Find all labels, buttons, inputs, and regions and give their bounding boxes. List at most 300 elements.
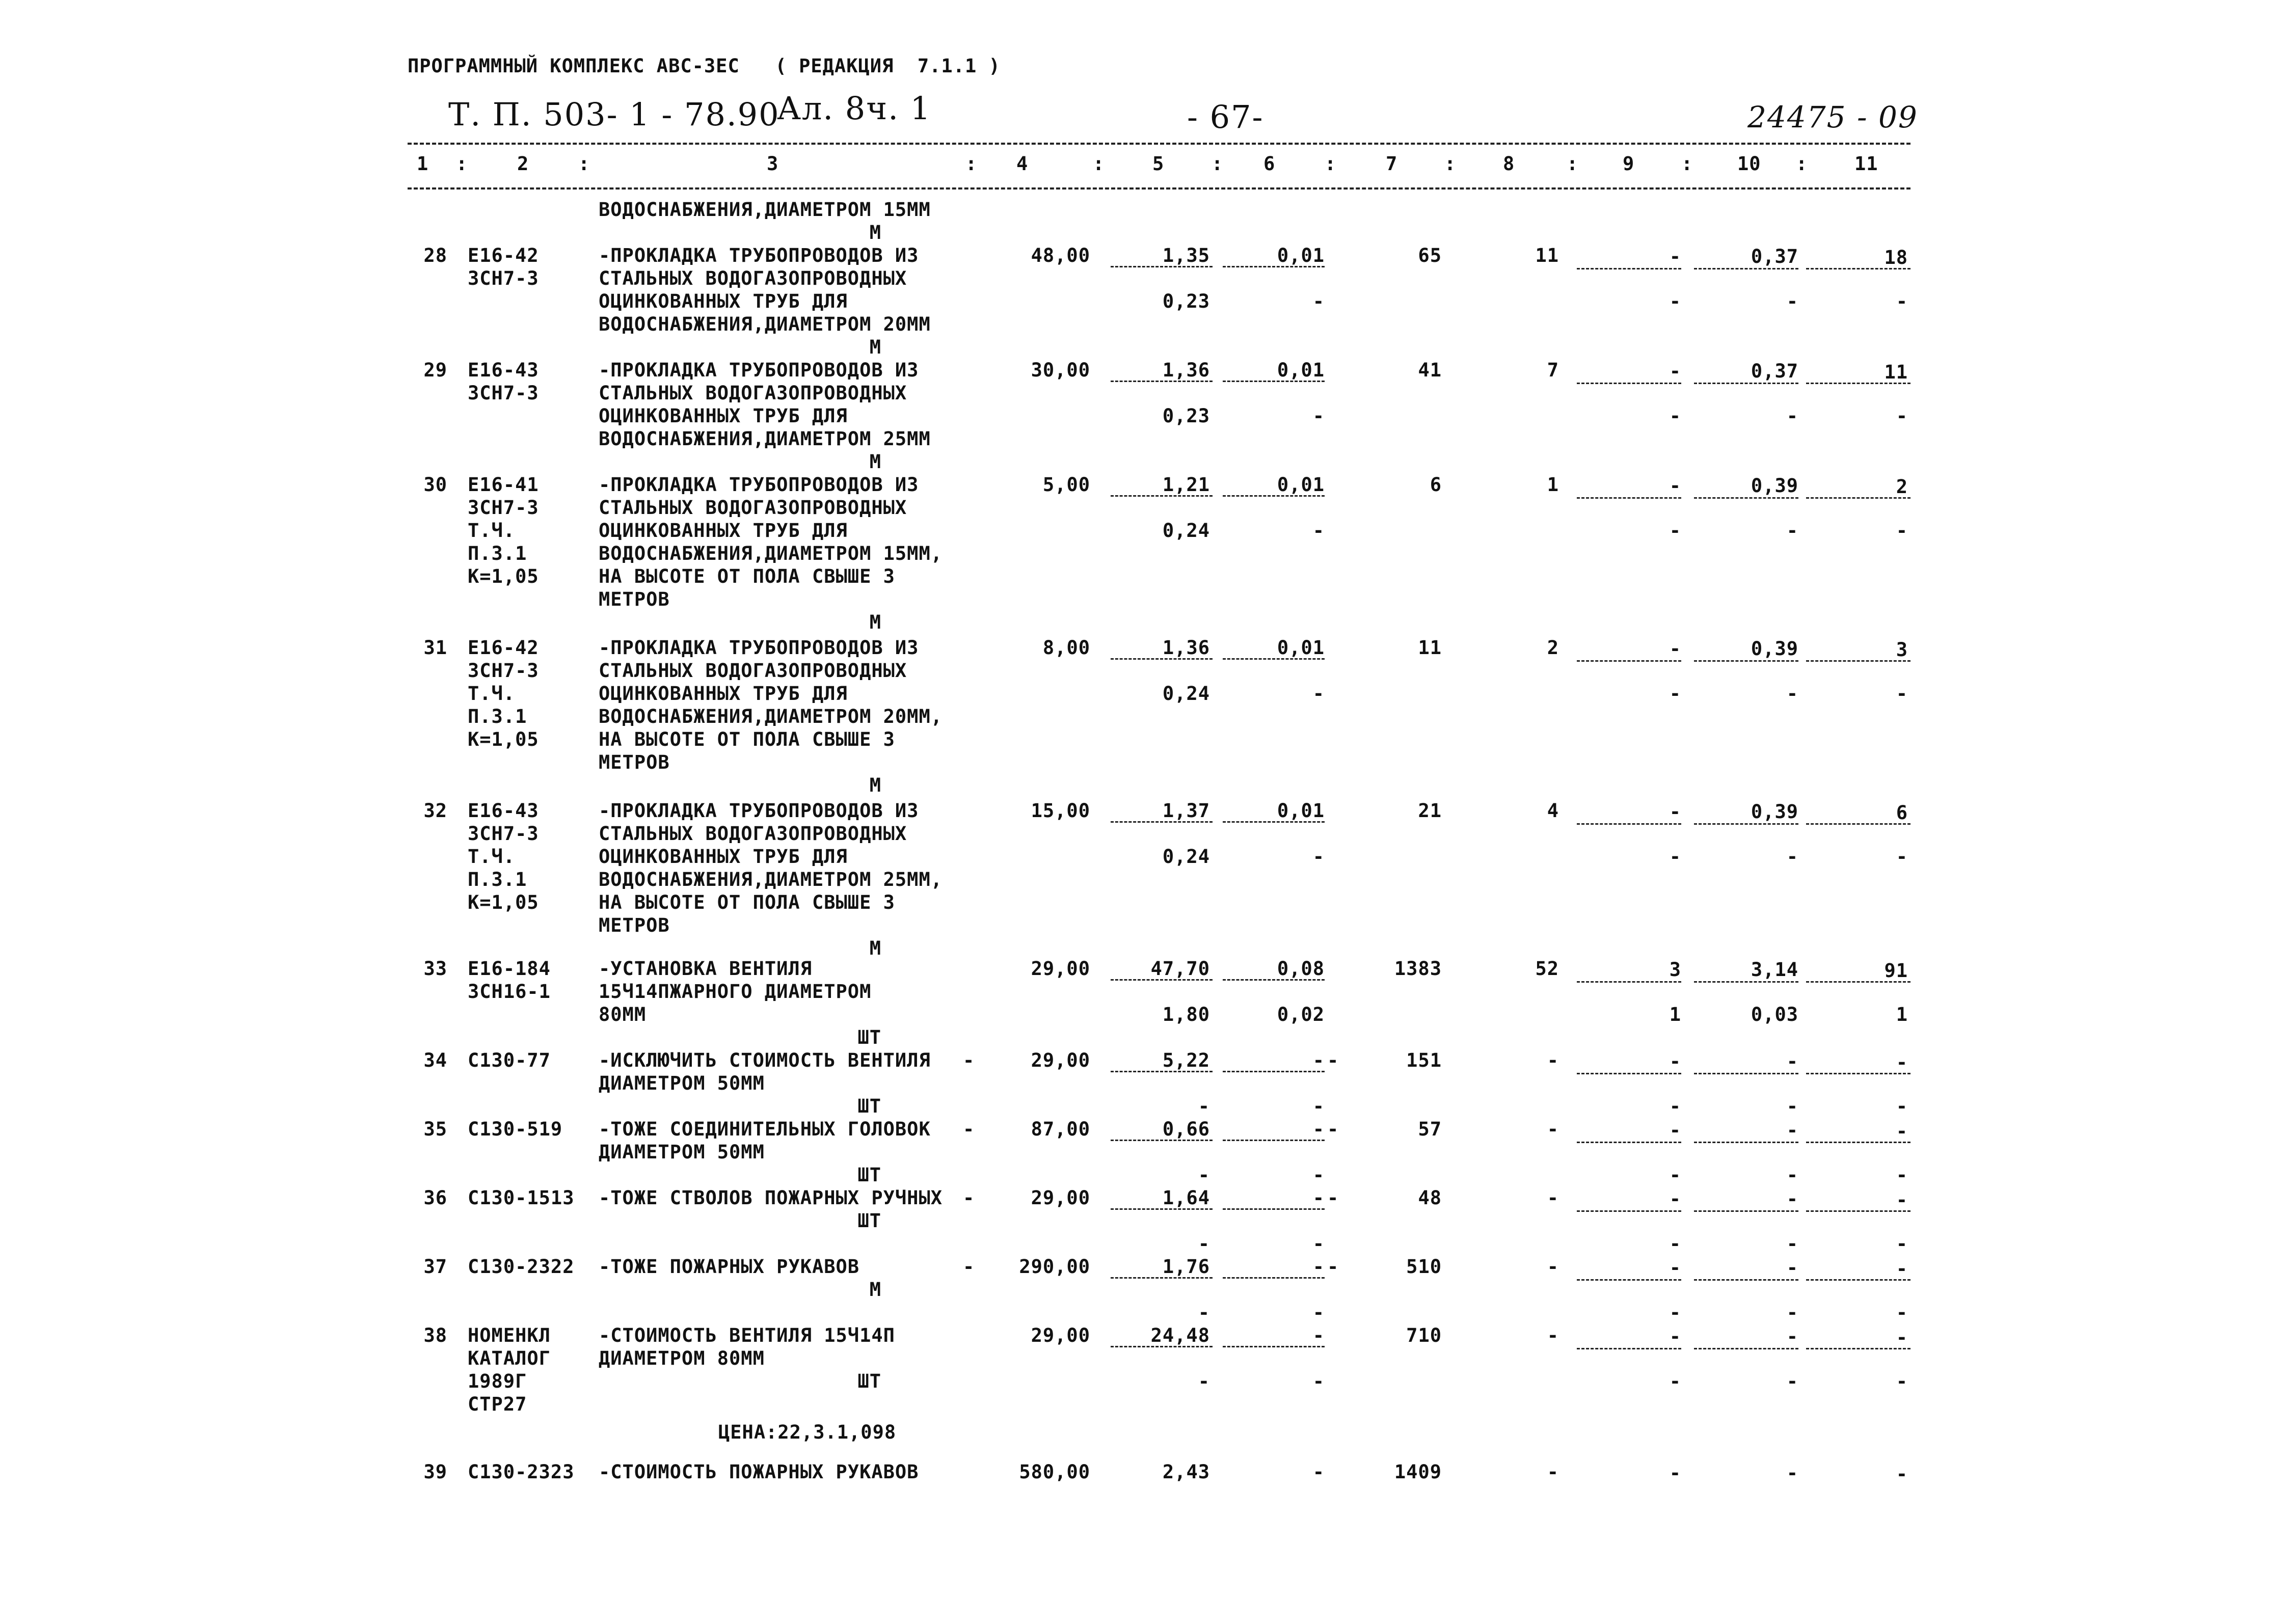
cell-col11: - [1896, 1120, 1908, 1142]
cell-col11: 2 [1896, 476, 1908, 498]
cell-col11: 11 [1884, 361, 1908, 383]
work-description: ВОДОСНАБЖЕНИЯ,ДИАМЕТРОМ 15ММ, [599, 543, 943, 564]
dash-separator [1806, 1348, 1911, 1349]
row-number: 29 [423, 359, 447, 381]
work-description: ВОДОСНАБЖЕНИЯ,ДИАМЕТРОМ 20ММ [599, 313, 931, 335]
rate-code: К=1,05 [468, 565, 539, 587]
dash-separator [1111, 381, 1213, 382]
cell-col7: 710 [1406, 1324, 1442, 1346]
work-description: МЕТРОВ [599, 914, 670, 936]
cell-col8: 4 [1547, 800, 1559, 822]
cell-col11: - [1896, 1258, 1908, 1280]
cell-col5: 1,21 [1162, 474, 1210, 496]
quantity-cell: 8,00 [1042, 637, 1090, 659]
work-description: 15Ч14ПЖАРНОГО ДИАМЕТРОМ [599, 981, 872, 1003]
cell-col6-sub: - [1312, 1164, 1325, 1186]
work-description: ВОДОСНАБЖЕНИЯ,ДИАМЕТРОМ 25ММ, [599, 869, 943, 890]
row-number: 28 [423, 245, 447, 266]
rate-code: К=1,05 [468, 891, 539, 913]
dash-separator [1223, 979, 1325, 981]
dash-separator [1111, 1277, 1213, 1279]
cell-col10-sub: - [1786, 1233, 1798, 1255]
rate-code: С130-2323 [468, 1461, 575, 1483]
cell-col11-sub: - [1896, 1164, 1908, 1186]
column-header-9: 9 [1623, 153, 1635, 175]
cell-col11-sub: - [1896, 683, 1908, 705]
dash-separator [1223, 1277, 1325, 1279]
cell-col10: - [1786, 1050, 1798, 1072]
unit-label: М [869, 1279, 881, 1301]
quantity-cell: 15,00 [1031, 800, 1090, 822]
quantity-cell: 290,00 [1019, 1256, 1090, 1278]
cell-col5-sub: 0,23 [1162, 290, 1210, 312]
rate-code: П.3.1 [468, 706, 527, 727]
dash-separator [1577, 823, 1681, 825]
cell-col10: 0,37 [1751, 360, 1798, 382]
cell-col11-sub: - [1896, 290, 1908, 312]
dash-separator [1806, 1142, 1911, 1143]
cell-col5: 0,66 [1162, 1118, 1210, 1140]
rate-code: 1989Г [468, 1370, 527, 1392]
dash-separator [1577, 1142, 1681, 1143]
cell-col8: - [1547, 1187, 1559, 1209]
dash-separator [1577, 497, 1681, 499]
work-description: МЕТРОВ [599, 588, 670, 610]
minus-sign: - [963, 1049, 975, 1071]
dash-separator [1806, 1210, 1911, 1212]
dash-separator [1806, 981, 1911, 983]
unit-label: ШТ [857, 1164, 881, 1186]
row-number: 30 [423, 474, 447, 496]
column-header-6: 6 [1263, 153, 1276, 175]
cell-col10-sub: - [1786, 1370, 1798, 1392]
dash-separator [1806, 497, 1911, 499]
row-number: 31 [423, 637, 447, 659]
dash-separator [1806, 1279, 1911, 1281]
quantity-cell: 29,00 [1031, 958, 1090, 980]
row-number: 34 [423, 1049, 447, 1071]
dash-separator [1694, 268, 1798, 269]
cell-col6-sub: - [1312, 405, 1325, 427]
cell-col6-sub: - [1312, 520, 1325, 542]
cell-col11-sub: - [1896, 1370, 1908, 1392]
cell-col8: 52 [1535, 958, 1559, 980]
dash-separator [1223, 381, 1325, 382]
column-header-1: 1 [417, 153, 429, 175]
quantity-cell: 29,00 [1031, 1049, 1090, 1071]
work-description: СТАЛЬНЫХ ВОДОГАЗОПРОВОДНЫХ [599, 382, 907, 404]
cell-col9-sub: 1 [1669, 1004, 1681, 1025]
cell-col5-sub: 1,80 [1162, 1004, 1210, 1025]
dash-separator [1694, 1210, 1798, 1212]
rate-code: ЗСН7-3 [468, 497, 539, 519]
dash-separator [1577, 1210, 1681, 1212]
album-label: Ал. 8ч. 1 [777, 90, 932, 127]
cell-col7: 510 [1406, 1256, 1442, 1278]
unit-label: М [869, 937, 881, 959]
column-separator: : [578, 153, 590, 175]
cell-col11: 91 [1884, 960, 1908, 982]
cell-col5: 47,70 [1150, 958, 1210, 980]
cell-col11-sub: - [1896, 846, 1908, 868]
cell-col11: 6 [1896, 802, 1908, 824]
unit-label: ШТ [857, 1370, 881, 1392]
cell-col6: - [1312, 1049, 1325, 1071]
column-header-8: 8 [1503, 153, 1515, 175]
cell-col8: - [1547, 1324, 1559, 1346]
dash-separator [1223, 1346, 1325, 1347]
dash-separator [1111, 1346, 1213, 1347]
work-description: ОЦИНКОВАННЫХ ТРУБ ДЛЯ [599, 405, 848, 427]
cell-col11: 18 [1884, 247, 1908, 268]
cell-col10: 3,14 [1751, 959, 1798, 981]
cell-col6-extra: - [1327, 1118, 1339, 1140]
cell-col10-sub: - [1786, 1302, 1798, 1323]
dash-separator [1111, 1140, 1213, 1141]
dash-separator [1577, 268, 1681, 269]
cell-col11: 3 [1896, 639, 1908, 661]
cell-col9-sub: - [1669, 405, 1681, 427]
rate-code: Е16-41 [468, 474, 539, 496]
work-description: -СТОИМОСТЬ ПОЖАРНЫХ РУКАВОВ [599, 1461, 919, 1483]
rate-code: Е16-43 [468, 359, 539, 381]
header-rule-top [408, 143, 1911, 145]
cell-col10-sub: - [1786, 846, 1798, 868]
cell-col9: - [1669, 1050, 1681, 1072]
dash-separator [1223, 1071, 1325, 1072]
cell-col6: 0,01 [1277, 474, 1325, 496]
cell-col11: - [1896, 1327, 1908, 1348]
cell-col5-sub: - [1198, 1302, 1210, 1323]
cell-col9: - [1669, 801, 1681, 823]
dash-separator [1806, 1073, 1911, 1074]
cell-col10-sub: 0,03 [1751, 1004, 1798, 1025]
cell-col5-sub: 0,24 [1162, 846, 1210, 868]
row-number: 38 [423, 1324, 447, 1346]
cell-col9: - [1669, 1462, 1681, 1484]
cell-col5-sub: - [1198, 1164, 1210, 1186]
row-number: 35 [423, 1118, 447, 1140]
cell-col11: - [1896, 1463, 1908, 1485]
cell-col6-sub: - [1312, 1370, 1325, 1392]
cell-col6-sub: 0,02 [1277, 1004, 1325, 1025]
cell-col7: 21 [1418, 800, 1442, 822]
cell-col6-extra: - [1327, 1049, 1339, 1071]
row-number: 33 [423, 958, 447, 980]
column-header-5: 5 [1152, 153, 1165, 175]
work-description: -ПРОКЛАДКА ТРУБОПРОВОДОВ ИЗ [599, 637, 919, 659]
cell-col9: - [1669, 246, 1681, 267]
cell-col5: 2,43 [1162, 1461, 1210, 1483]
work-description: ДИАМЕТРОМ 80ММ [599, 1347, 765, 1369]
cell-col9: - [1669, 475, 1681, 497]
rate-code: ЗСН7-3 [468, 823, 539, 845]
row-number: 32 [423, 800, 447, 822]
rate-code: Т.Ч. [468, 683, 516, 705]
cell-col9: 3 [1669, 959, 1681, 981]
rate-code: Т.Ч. [468, 520, 516, 542]
work-description: НА ВЫСОТЕ ОТ ПОЛА СВЫШЕ 3 [599, 728, 895, 750]
cell-col10: 0,37 [1751, 246, 1798, 267]
cell-col11-sub: - [1896, 1302, 1908, 1323]
work-description: -ТОЖЕ ПОЖАРНЫХ РУКАВОВ [599, 1256, 860, 1278]
dash-separator [1694, 1142, 1798, 1143]
dash-separator [1577, 981, 1681, 983]
unit-label: М [869, 222, 881, 243]
dash-separator [1111, 1208, 1213, 1210]
column-separator: : [1444, 153, 1457, 175]
dash-separator [1111, 979, 1213, 981]
dash-separator [1694, 660, 1798, 662]
cell-col8: 11 [1535, 245, 1559, 266]
column-separator: : [1325, 153, 1337, 175]
cell-col5: 5,22 [1162, 1049, 1210, 1071]
cell-col7: 41 [1418, 359, 1442, 381]
cell-col5: 1,36 [1162, 359, 1210, 381]
column-separator: : [1212, 153, 1224, 175]
dash-separator [1806, 383, 1911, 384]
quantity-cell: 580,00 [1019, 1461, 1090, 1483]
cell-col10: - [1786, 1325, 1798, 1347]
cell-col10-sub: - [1786, 1164, 1798, 1186]
cell-col6-sub: - [1312, 846, 1325, 868]
cell-col8: - [1547, 1118, 1559, 1140]
work-description: СТАЛЬНЫХ ВОДОГАЗОПРОВОДНЫХ [599, 823, 907, 845]
column-separator: : [1796, 153, 1808, 175]
cell-col10: - [1786, 1257, 1798, 1279]
cell-col6-sub: - [1312, 1095, 1325, 1117]
cell-col10: - [1786, 1462, 1798, 1484]
unit-label: М [869, 336, 881, 358]
cell-col5-sub: - [1198, 1095, 1210, 1117]
dash-separator [1806, 823, 1911, 825]
cell-col9-sub: - [1669, 846, 1681, 868]
cell-col5: 1,76 [1162, 1256, 1210, 1278]
cell-col9: - [1669, 1119, 1681, 1141]
dash-separator [1111, 1071, 1213, 1072]
work-description: НА ВЫСОТЕ ОТ ПОЛА СВЫШЕ 3 [599, 565, 895, 587]
cell-col5: 1,37 [1162, 800, 1210, 822]
dash-separator [1577, 1348, 1681, 1349]
cell-col6-sub: - [1312, 1302, 1325, 1323]
rate-code: Е16-42 [468, 245, 539, 266]
rate-code: ЗСН7-3 [468, 267, 539, 289]
work-description: 80ММ [599, 1004, 647, 1025]
work-description: СТАЛЬНЫХ ВОДОГАЗОПРОВОДНЫХ [599, 267, 907, 289]
doc-number: 24475 - 09 [1747, 100, 1918, 134]
cell-col9: - [1669, 360, 1681, 382]
cell-col7: 151 [1406, 1049, 1442, 1071]
column-header-7: 7 [1386, 153, 1398, 175]
dash-separator [1694, 1073, 1798, 1074]
minus-sign: - [963, 1256, 975, 1278]
rate-code: Е16-43 [468, 800, 539, 822]
work-description: СТАЛЬНЫХ ВОДОГАЗОПРОВОДНЫХ [599, 660, 907, 682]
cell-col6-sub: - [1312, 1233, 1325, 1255]
dash-separator [1577, 1073, 1681, 1074]
unit-label: ШТ [857, 1095, 881, 1117]
cell-col7: 65 [1418, 245, 1442, 266]
cell-col9-sub: - [1669, 1302, 1681, 1323]
dash-separator [1694, 497, 1798, 499]
dash-separator [1806, 660, 1911, 662]
cell-col5: 1,36 [1162, 637, 1210, 659]
cell-col8: - [1547, 1461, 1559, 1483]
work-description: -УСТАНОВКА ВЕНТИЛЯ [599, 958, 812, 980]
cell-col6: 0,01 [1277, 359, 1325, 381]
cell-col5: 1,64 [1162, 1187, 1210, 1209]
column-separator: : [1567, 153, 1579, 175]
cell-col11: - [1896, 1051, 1908, 1073]
work-description: ВОДОСНАБЖЕНИЯ,ДИАМЕТРОМ 20ММ, [599, 706, 943, 727]
work-description: -ТОЖЕ СТВОЛОВ ПОЖАРНЫХ РУЧНЫХ [599, 1187, 943, 1209]
cell-col6: - [1312, 1324, 1325, 1346]
column-separator: : [1093, 153, 1105, 175]
unit-label: М [869, 451, 881, 473]
cell-col10: - [1786, 1119, 1798, 1141]
cell-col10: 0,39 [1751, 638, 1798, 660]
cell-col10-sub: - [1786, 290, 1798, 312]
dash-separator [1694, 383, 1798, 384]
quantity-cell: 29,00 [1031, 1324, 1090, 1346]
cell-col6: 0,08 [1277, 958, 1325, 980]
dash-separator [1694, 1279, 1798, 1281]
dash-separator [1223, 821, 1325, 823]
cell-col11-sub: 1 [1896, 1004, 1908, 1025]
cell-col7: 11 [1418, 637, 1442, 659]
rate-code: С130-1513 [468, 1187, 575, 1209]
rate-code: НОМЕНКЛ [468, 1324, 551, 1346]
page-number: - 67- [1187, 98, 1264, 136]
row-number: 37 [423, 1256, 447, 1278]
work-description: -ПРОКЛАДКА ТРУБОПРОВОДОВ ИЗ [599, 359, 919, 381]
rate-code: К=1,05 [468, 728, 539, 750]
work-description: -ПРОКЛАДКА ТРУБОПРОВОДОВ ИЗ [599, 474, 919, 496]
quantity-cell: 30,00 [1031, 359, 1090, 381]
work-description: ОЦИНКОВАННЫХ ТРУБ ДЛЯ [599, 520, 848, 542]
rate-code: ЗСН7-3 [468, 660, 539, 682]
cell-col11-sub: - [1896, 520, 1908, 542]
cell-col8: 1 [1547, 474, 1559, 496]
cell-col7: 57 [1418, 1118, 1442, 1140]
rate-code: С130-77 [468, 1049, 551, 1071]
cell-col9-sub: - [1669, 290, 1681, 312]
cell-col5: 24,48 [1150, 1324, 1210, 1346]
column-header-10: 10 [1737, 153, 1761, 175]
cell-col8: 2 [1547, 637, 1559, 659]
unit-label: ШТ [857, 1026, 881, 1048]
cell-col11-sub: - [1896, 405, 1908, 427]
price-note: ЦЕНА:22,3.1,098 [718, 1421, 897, 1443]
work-description: -ПРОКЛАДКА ТРУБОПРОВОДОВ ИЗ [599, 800, 919, 822]
cell-col6: 0,01 [1277, 800, 1325, 822]
work-description: -ИСКЛЮЧИТЬ СТОИМОСТЬ ВЕНТИЛЯ [599, 1049, 931, 1071]
work-description: ВОДОСНАБЖЕНИЯ,ДИАМЕТРОМ 25ММ [599, 428, 931, 450]
work-description: ВОДОСНАБЖЕНИЯ,ДИАМЕТРОМ 15ММ [599, 199, 931, 221]
work-description: -СТОИМОСТЬ ВЕНТИЛЯ 15Ч14П [599, 1324, 895, 1346]
column-header-2: 2 [517, 153, 529, 175]
cell-col8: 7 [1547, 359, 1559, 381]
column-separator: : [1681, 153, 1693, 175]
minus-sign: - [963, 1118, 975, 1140]
cell-col9: - [1669, 638, 1681, 660]
cell-col10-sub: - [1786, 1095, 1798, 1117]
cell-col6: - [1312, 1461, 1325, 1483]
dash-separator [1806, 268, 1911, 269]
cell-col6: 0,01 [1277, 637, 1325, 659]
rate-code: Е16-184 [468, 958, 551, 980]
rate-code: Е16-42 [468, 637, 539, 659]
cell-col8: - [1547, 1256, 1559, 1278]
dash-separator [1694, 1348, 1798, 1349]
cell-col5: 1,35 [1162, 245, 1210, 266]
cell-col8: - [1547, 1049, 1559, 1071]
dash-separator [1111, 266, 1213, 267]
cell-col7: 1409 [1394, 1461, 1442, 1483]
cell-col6-extra: - [1327, 1256, 1339, 1278]
cell-col10: - [1786, 1188, 1798, 1210]
cell-col11-sub: - [1896, 1095, 1908, 1117]
cell-col9: - [1669, 1257, 1681, 1279]
work-description: -ПРОКЛАДКА ТРУБОПРОВОДОВ ИЗ [599, 245, 919, 266]
cell-col6: - [1312, 1256, 1325, 1278]
rate-code: С130-2322 [468, 1256, 575, 1278]
dash-separator [1111, 495, 1213, 497]
dash-separator [1694, 823, 1798, 825]
dash-separator [1694, 981, 1798, 983]
quantity-cell: 87,00 [1031, 1118, 1090, 1140]
rate-code: П.3.1 [468, 543, 527, 564]
unit-label: М [869, 611, 881, 633]
unit-label: М [869, 774, 881, 796]
program-title: ПРОГРАММНЫЙ КОМПЛЕКС АВС-ЗЕС ( РЕДАКЦИЯ 7.1.1 ) [408, 55, 1001, 77]
minus-sign: - [963, 1187, 975, 1209]
header-rule-bottom [408, 187, 1911, 190]
row-number: 36 [423, 1187, 447, 1209]
column-separator: : [965, 153, 978, 175]
work-description: МЕТРОВ [599, 751, 670, 773]
column-header-11: 11 [1854, 153, 1878, 175]
cell-col10: 0,39 [1751, 801, 1798, 823]
cell-col9: - [1669, 1325, 1681, 1347]
dash-separator [1223, 658, 1325, 660]
cell-col6: - [1312, 1187, 1325, 1209]
cell-col9: - [1669, 1188, 1681, 1210]
work-description: СТАЛЬНЫХ ВОДОГАЗОПРОВОДНЫХ [599, 497, 907, 519]
cell-col9-sub: - [1669, 1164, 1681, 1186]
column-separator: : [456, 153, 468, 175]
dash-separator [1223, 1208, 1325, 1210]
rate-code: П.3.1 [468, 869, 527, 890]
dash-separator [1577, 1279, 1681, 1281]
dash-separator [1577, 383, 1681, 384]
rate-code: Т.Ч. [468, 846, 516, 868]
cell-col9-sub: - [1669, 1095, 1681, 1117]
dash-separator [1577, 660, 1681, 662]
quantity-cell: 29,00 [1031, 1187, 1090, 1209]
dash-separator [1223, 1140, 1325, 1141]
cell-col9-sub: - [1669, 520, 1681, 542]
work-description: ДИАМЕТРОМ 50ММ [599, 1072, 765, 1094]
cell-col9-sub: - [1669, 1370, 1681, 1392]
dash-separator [1111, 821, 1213, 823]
cell-col5-sub: - [1198, 1370, 1210, 1392]
cell-col11-sub: - [1896, 1233, 1908, 1255]
cell-col10-sub: - [1786, 405, 1798, 427]
work-description: НА ВЫСОТЕ ОТ ПОЛА СВЫШЕ 3 [599, 891, 895, 913]
doc-code: Т. П. 503- 1 - 78.90 [448, 96, 780, 133]
work-description: ОЦИНКОВАННЫХ ТРУБ ДЛЯ [599, 846, 848, 868]
